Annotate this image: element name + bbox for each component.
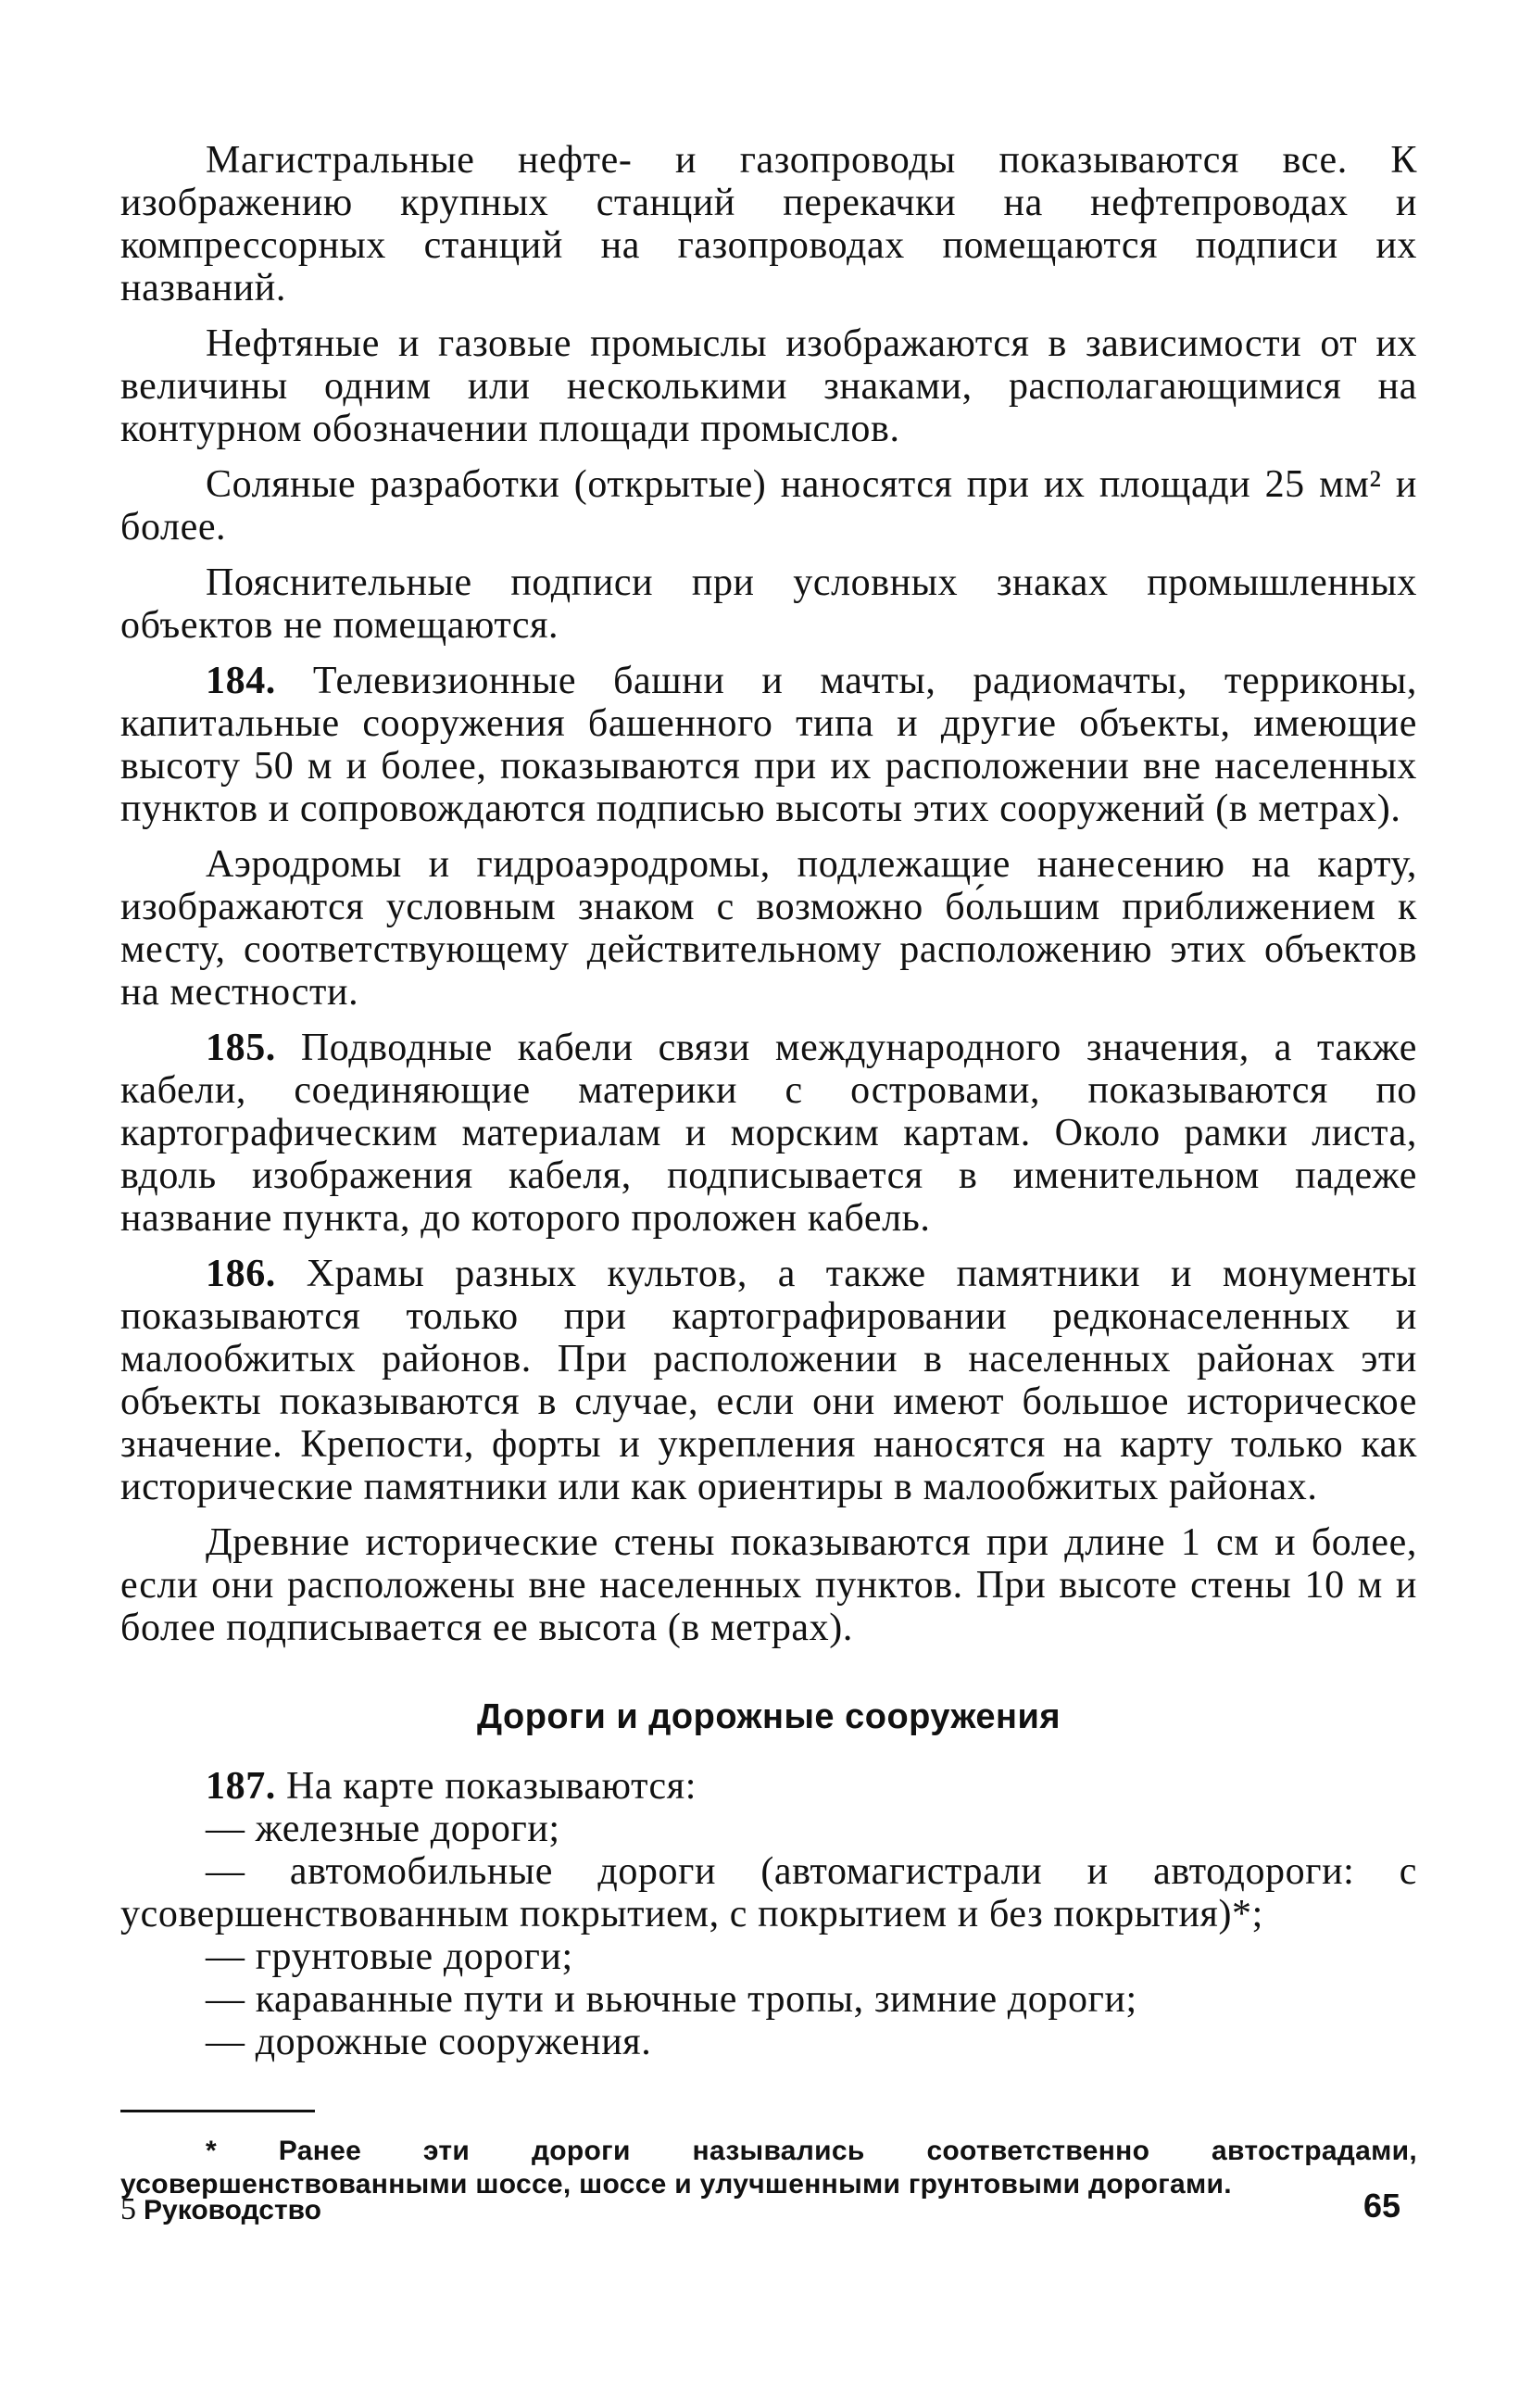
signature-label: Руководство — [144, 2195, 322, 2225]
paragraph-salt-works: Соляные разработки (открытые) наносятся при их площади 25 мм² и более. — [120, 463, 1417, 548]
paragraph-185-cables: 185. Подводные кабели связи международного значения, а также кабели, соединяющие материки с островами, показываются по картографическим материалам и морским картам. Около рамки листа, вдоль изображения кабеля, подписывается в именительном падеже название пункта, до которого проложен кабель. — [120, 1027, 1417, 1240]
paragraph-number: 184. — [206, 660, 276, 702]
page-number: 65 — [1362, 2187, 1400, 2225]
list-item: — автомобильные дороги (автомагистрали и автодороги: с усовершенствованным покрытием, с покрытием и без покрытия)*; — [120, 1850, 1417, 1935]
paragraph-number: 187. — [206, 1765, 276, 1808]
footnote: * Ранее эти дороги назывались соответственно автострадами, усовершенствованными шоссе, шоссе и улучшенными грунтовыми дорогами. — [120, 2136, 1417, 2200]
footnote-divider — [120, 2110, 315, 2112]
paragraph-oil-gas-fields: Нефтяные и газовые промыслы изображаются в зависимости от их величины одним или несколькими знаками, располагающимися на контурном обозначении площади промыслов. — [120, 322, 1417, 450]
list-item: — караванные пути и вьючные тропы, зимние дороги; — [206, 1978, 1137, 2021]
road-types-list — [120, 1808, 1417, 2063]
page-footer — [120, 2187, 1417, 2233]
paragraph-pipelines: Магистральные нефте- и газопроводы показываются все. К изображению крупных станций перекачки на нефтепроводах и компрессорных станций на газопроводах помещаются подписи их названий. — [120, 139, 1417, 309]
paragraph-explanatory-labels: Пояснительные подписи при условных знаках промышленных объектов не помещаются. — [120, 561, 1417, 647]
paragraph-184-towers: 184. Телевизионные башни и мачты, радиомачты, терриконы, капитальные сооружения башенного типа и другие объекты, имеющие высоту 50 м и более, показываются при их расположении вне населенных пунктов и сопровождаются подписью высоты этих сооружений (в метрах). — [120, 660, 1417, 830]
paragraph-number: 185. — [206, 1027, 276, 1069]
paragraph-186-temples: 186. Храмы разных культов, а также памятники и монументы показываются только при картографировании редконаселенных и малообжитых районов. При расположении в населенных районах эти объекты показываются в случае, если они имеют большое историческое значение. Крепости, форты и укрепления наносятся на карту только как исторические памятники или как ориентиры в малообжитых районах. — [120, 1253, 1417, 1508]
list-item: — грунтовые дороги; — [206, 1935, 573, 1978]
list-item: — железные дороги; — [206, 1808, 560, 1850]
signature-number: 5 — [120, 2192, 136, 2226]
section-heading: Дороги и дорожные сооружения — [476, 1697, 1061, 1736]
list-item: — дорожные сооружения. — [206, 2021, 652, 2063]
paragraph-187-intro: 187. На карте показываются: — [206, 1765, 697, 1808]
paragraphs — [120, 139, 1417, 1649]
page-body — [120, 139, 1417, 2201]
signature-mark — [120, 2192, 321, 2227]
paragraph-number: 186. — [206, 1253, 276, 1295]
paragraph-ancient-walls: Древние исторические стены показываются при длине 1 см и более, если они расположены вне населенных пунктов. При высоте стены 10 м и более подписывается ее высота (в метрах). — [120, 1521, 1417, 1649]
paragraph-airfields: Аэродромы и гидроаэродромы, подлежащие нанесению на карту, изображаются условным знаком с возможно бо́льшим приближением к месту, соответствующему действительному расположению этих объектов на местности. — [120, 843, 1417, 1014]
